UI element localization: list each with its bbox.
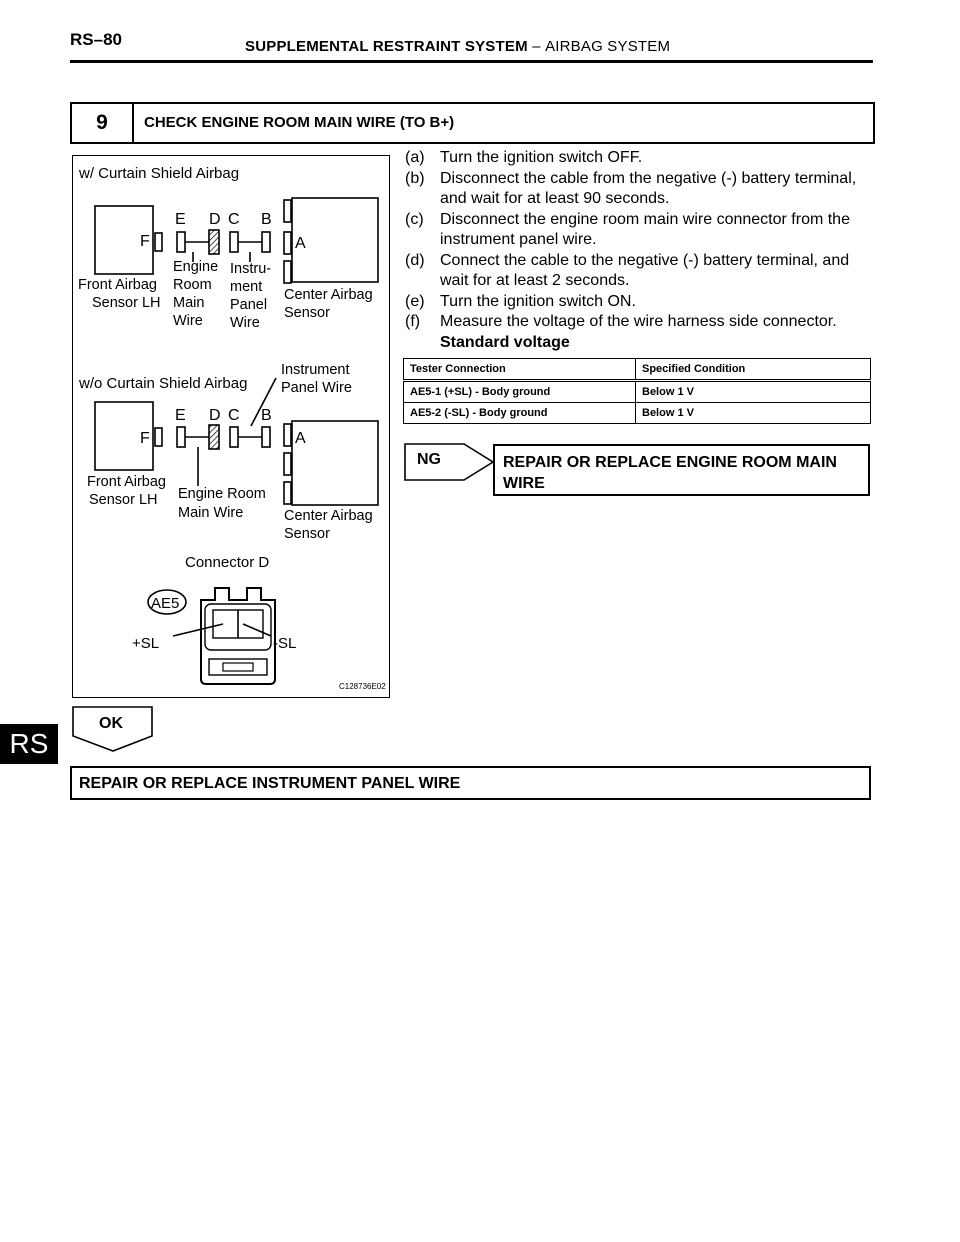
- letter-a: A: [295, 235, 306, 252]
- page-number: RS–80: [70, 30, 122, 49]
- ok-action-box: REPAIR OR REPLACE INSTRUMENT PANEL WIRE: [70, 766, 871, 800]
- step-number: 9: [72, 104, 134, 142]
- voltage-table: [403, 358, 871, 424]
- letter-e: E: [175, 211, 186, 228]
- instrument-wire-label: Instru- ment Panel Wire: [230, 261, 272, 331]
- engine-wire-label: Engine Room Main Wire: [173, 259, 219, 329]
- letter-d-2: D: [209, 407, 221, 424]
- instruction-list: [405, 148, 875, 353]
- letter-c: C: [228, 211, 240, 228]
- letter-e-2: E: [175, 407, 186, 424]
- center-sensor-label-2: Center Airbag Sensor: [284, 508, 373, 542]
- pin-neg-label: -SL: [273, 635, 297, 652]
- subsection-title: AIRBAG SYSTEM: [545, 38, 671, 55]
- table-cell: AE5-1 (+SL) - Body ground: [404, 381, 636, 403]
- front-sensor-label-2: Front Airbag Sensor LH: [87, 474, 166, 508]
- instruction-e: (e) Turn the ignition switch ON.: [405, 292, 636, 310]
- step-title: CHECK ENGINE ROOM MAIN WIRE (TO B+): [144, 114, 455, 131]
- step-box: [70, 102, 875, 144]
- ng-label: NG: [417, 451, 441, 468]
- table-header-row: [404, 359, 871, 381]
- connector-d-hatched: [209, 230, 219, 254]
- ng-tag: [404, 443, 496, 486]
- instruction-f: (f) Measure the voltage of the wire harness side connector.: [405, 313, 837, 330]
- letter-b-2: B: [261, 407, 272, 424]
- table-cell: Below 1 V: [636, 381, 871, 403]
- wiring-diagram: [72, 155, 390, 698]
- header-title: [245, 38, 670, 55]
- header-rule: [70, 60, 873, 63]
- table-cell: Below 1 V: [636, 403, 871, 424]
- standard-voltage-label: Standard voltage: [440, 333, 570, 351]
- front-sensor-label: Front Airbag Sensor LH: [78, 277, 161, 311]
- with-curtain-title: w/ Curtain Shield Airbag: [79, 165, 240, 182]
- letter-a-2: A: [295, 430, 306, 447]
- section-title: SUPPLEMENTAL RESTRAINT SYSTEM: [245, 38, 528, 55]
- pin-pos-label: +SL: [132, 635, 160, 652]
- table-header: Tester Connection: [404, 359, 636, 381]
- table-header: Specified Condition: [636, 359, 871, 381]
- header-separator: –: [532, 38, 541, 55]
- ok-label: OK: [99, 715, 123, 732]
- letter-c-2: C: [228, 407, 240, 424]
- table-row: [404, 381, 871, 403]
- instrument-panel-wire-label: Instrument Panel Wire: [281, 362, 352, 396]
- center-sensor-label: Center Airbag Sensor: [284, 287, 373, 321]
- section-side-tab: RS: [0, 724, 58, 764]
- instruction-a: (a) Turn the ignition switch OFF.: [405, 149, 643, 166]
- letter-f-2: F: [140, 430, 150, 447]
- letter-b: B: [261, 211, 272, 228]
- instruction-c: (c) Disconnect the engine room main wire connector from the instrument panel wire.: [405, 210, 850, 248]
- table-row: [404, 403, 871, 424]
- instruction-b: (b) Disconnect the cable from the negative (-) battery terminal, and wait for at least 90 seconds.: [405, 169, 857, 207]
- ok-tag: [72, 706, 154, 757]
- letter-d: D: [209, 211, 221, 228]
- engine-wire-label-2: Engine Room Main Wire: [178, 486, 266, 521]
- letter-f: F: [140, 233, 150, 250]
- connector-code: AE5: [151, 595, 180, 612]
- connector-title: Connector D: [185, 554, 270, 571]
- table-cell: AE5-2 (-SL) - Body ground: [404, 403, 636, 424]
- ng-action-box: REPAIR OR REPLACE ENGINE ROOM MAIN WIRE: [493, 444, 870, 496]
- figure-id: C128736E02: [339, 682, 386, 691]
- without-curtain-title: w/o Curtain Shield Airbag: [79, 375, 248, 392]
- instruction-d: (d) Connect the cable to the negative (-) battery terminal, and wait for at least 2 seconds.: [405, 251, 850, 289]
